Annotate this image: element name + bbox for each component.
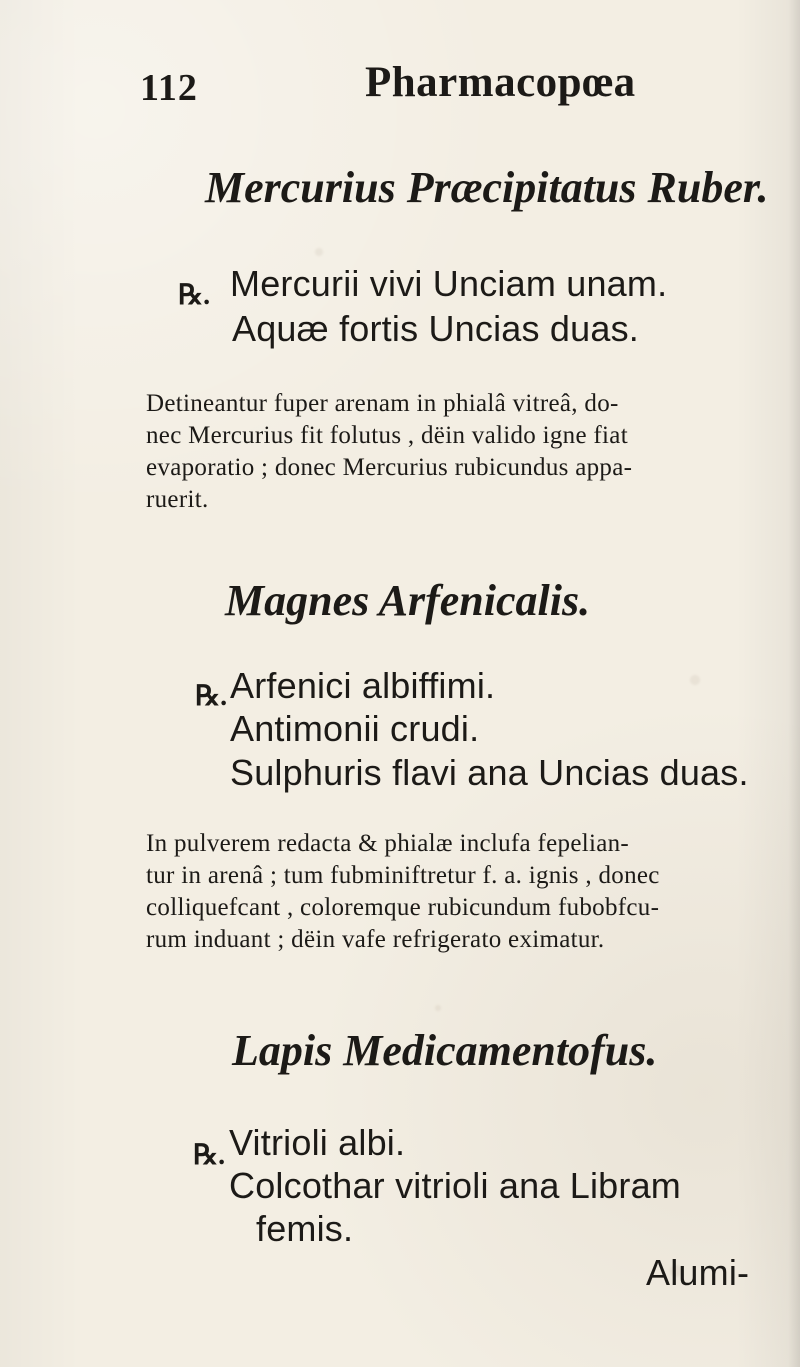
rx-icon: ℞. bbox=[195, 681, 228, 712]
instruction-line: tur in arenâ ; tum fubminiftretur f. a. ignis , donec bbox=[146, 862, 660, 889]
ingredient-line: Colcothar vitrioli ana Libram bbox=[229, 1165, 681, 1206]
rx-icon: ℞. bbox=[178, 280, 211, 311]
page-edge-shadow bbox=[788, 0, 800, 1367]
ingredient-line: Mercurii vivi Unciam unam. bbox=[230, 263, 668, 304]
paper-stain bbox=[435, 1005, 441, 1011]
page-header bbox=[140, 58, 680, 113]
paper-stain bbox=[690, 675, 700, 685]
instruction-line: evaporatio ; donec Mercurius rubicundus appa- bbox=[146, 454, 633, 481]
recipe-title: Lapis Medicamentofus. bbox=[232, 1026, 658, 1075]
running-title: Pharmacopœa bbox=[365, 59, 636, 106]
page-continuation: Alumi- bbox=[646, 1252, 750, 1293]
instruction-line: Detineantur fuper arenam in phialâ vitreâ, do- bbox=[146, 390, 619, 417]
rx-icon: ℞. bbox=[193, 1140, 226, 1171]
recipe-title: Magnes Arfenicalis. bbox=[225, 576, 591, 625]
instruction-line: rum induant ; dëin vafe refrigerato eximatur. bbox=[146, 926, 605, 953]
ingredient-line: Antimonii crudi. bbox=[230, 708, 480, 749]
ingredient-line: Arfenici albiffimi. bbox=[230, 665, 496, 706]
ingredient-line: femis. bbox=[256, 1208, 354, 1249]
instruction-line: ruerit. bbox=[146, 486, 209, 513]
paper-stain bbox=[315, 248, 323, 256]
instruction-line: colliquefcant , coloremque rubicundum fubobfcu- bbox=[146, 894, 660, 921]
page-number: 112 bbox=[140, 67, 198, 109]
ingredient-line: Vitrioli albi. bbox=[229, 1122, 406, 1163]
recipe-title: Mercurius Præcipitatus Ruber. bbox=[205, 163, 769, 212]
instruction-line: nec Mercurius fit folutus , dëin valido igne fiat bbox=[146, 422, 628, 449]
ingredient-line: Sulphuris flavi ana Uncias duas. bbox=[230, 752, 749, 793]
ingredient-line: Aquæ fortis Uncias duas. bbox=[232, 308, 639, 349]
instruction-line: In pulverem redacta & phialæ inclufa fepelian- bbox=[146, 830, 630, 857]
